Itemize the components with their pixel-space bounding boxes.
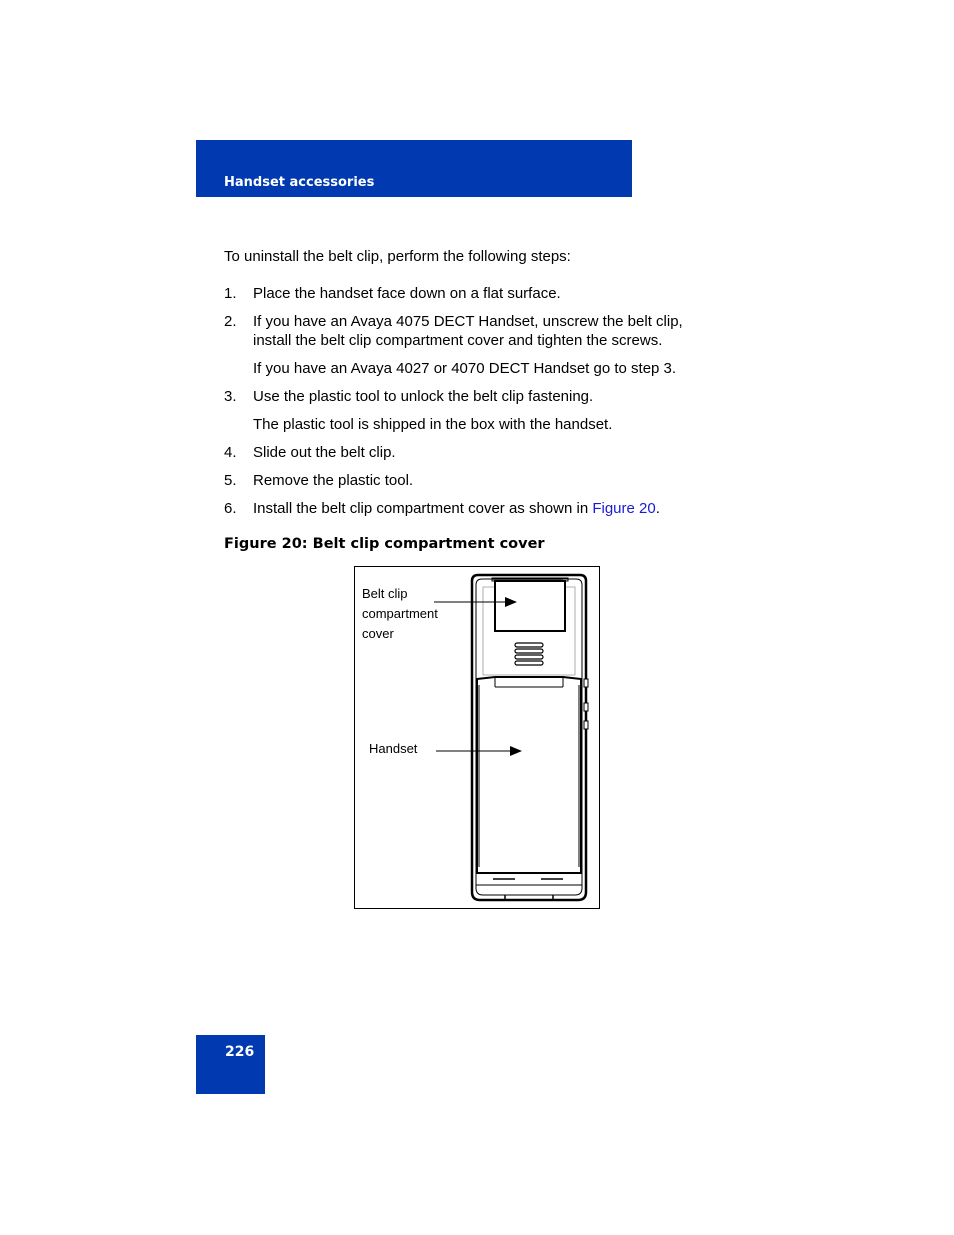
- label-handset: Handset: [369, 741, 418, 756]
- step-number: 2.: [224, 313, 237, 330]
- step-number: 5.: [224, 472, 237, 489]
- header-bar: [196, 140, 632, 197]
- page-number: 226: [225, 1044, 255, 1060]
- step-number: 6.: [224, 500, 237, 517]
- label-compartment: compartment: [362, 606, 438, 621]
- step-number: 4.: [224, 444, 237, 461]
- battery-panel: [477, 677, 581, 873]
- step-note: If you have an Avaya 4027 or 4070 DECT Handset go to step 3.: [253, 360, 677, 377]
- step-number: 1.: [224, 285, 237, 302]
- intro-text: To uninstall the belt clip, perform the following steps:: [224, 248, 571, 265]
- step-number: 3.: [224, 388, 237, 405]
- belt-clip-cover: [495, 581, 565, 631]
- figure-frame: [354, 566, 600, 909]
- step-text: If you have an Avaya 4075 DECT Handset, unscrew the belt clip,: [253, 313, 683, 330]
- step-text: Slide out the belt clip.: [253, 444, 396, 461]
- figure-20-link[interactable]: Figure 20: [592, 500, 656, 517]
- label-cover: cover: [362, 626, 394, 641]
- label-belt-clip: Belt clip: [362, 586, 408, 601]
- step-text-after-link: .: [655, 500, 660, 517]
- handset-illustration: [355, 567, 599, 908]
- step-text: [253, 499, 660, 518]
- step-text-before-link: Install the belt clip compartment cover as shown in: [253, 500, 593, 517]
- figure-caption: Figure 20: Belt clip compartment cover: [224, 536, 545, 552]
- step-text-continued: install the belt clip compartment cover and tighten the screws.: [253, 332, 663, 349]
- page-number-box: [196, 1035, 265, 1094]
- step-text: Place the handset face down on a flat surface.: [253, 285, 561, 302]
- step-text: Use the plastic tool to unlock the belt clip fastening.: [253, 388, 594, 405]
- step-text: Remove the plastic tool.: [253, 472, 414, 489]
- section-title: Handset accessories: [224, 175, 375, 190]
- step-note: The plastic tool is shipped in the box with the handset.: [253, 416, 613, 433]
